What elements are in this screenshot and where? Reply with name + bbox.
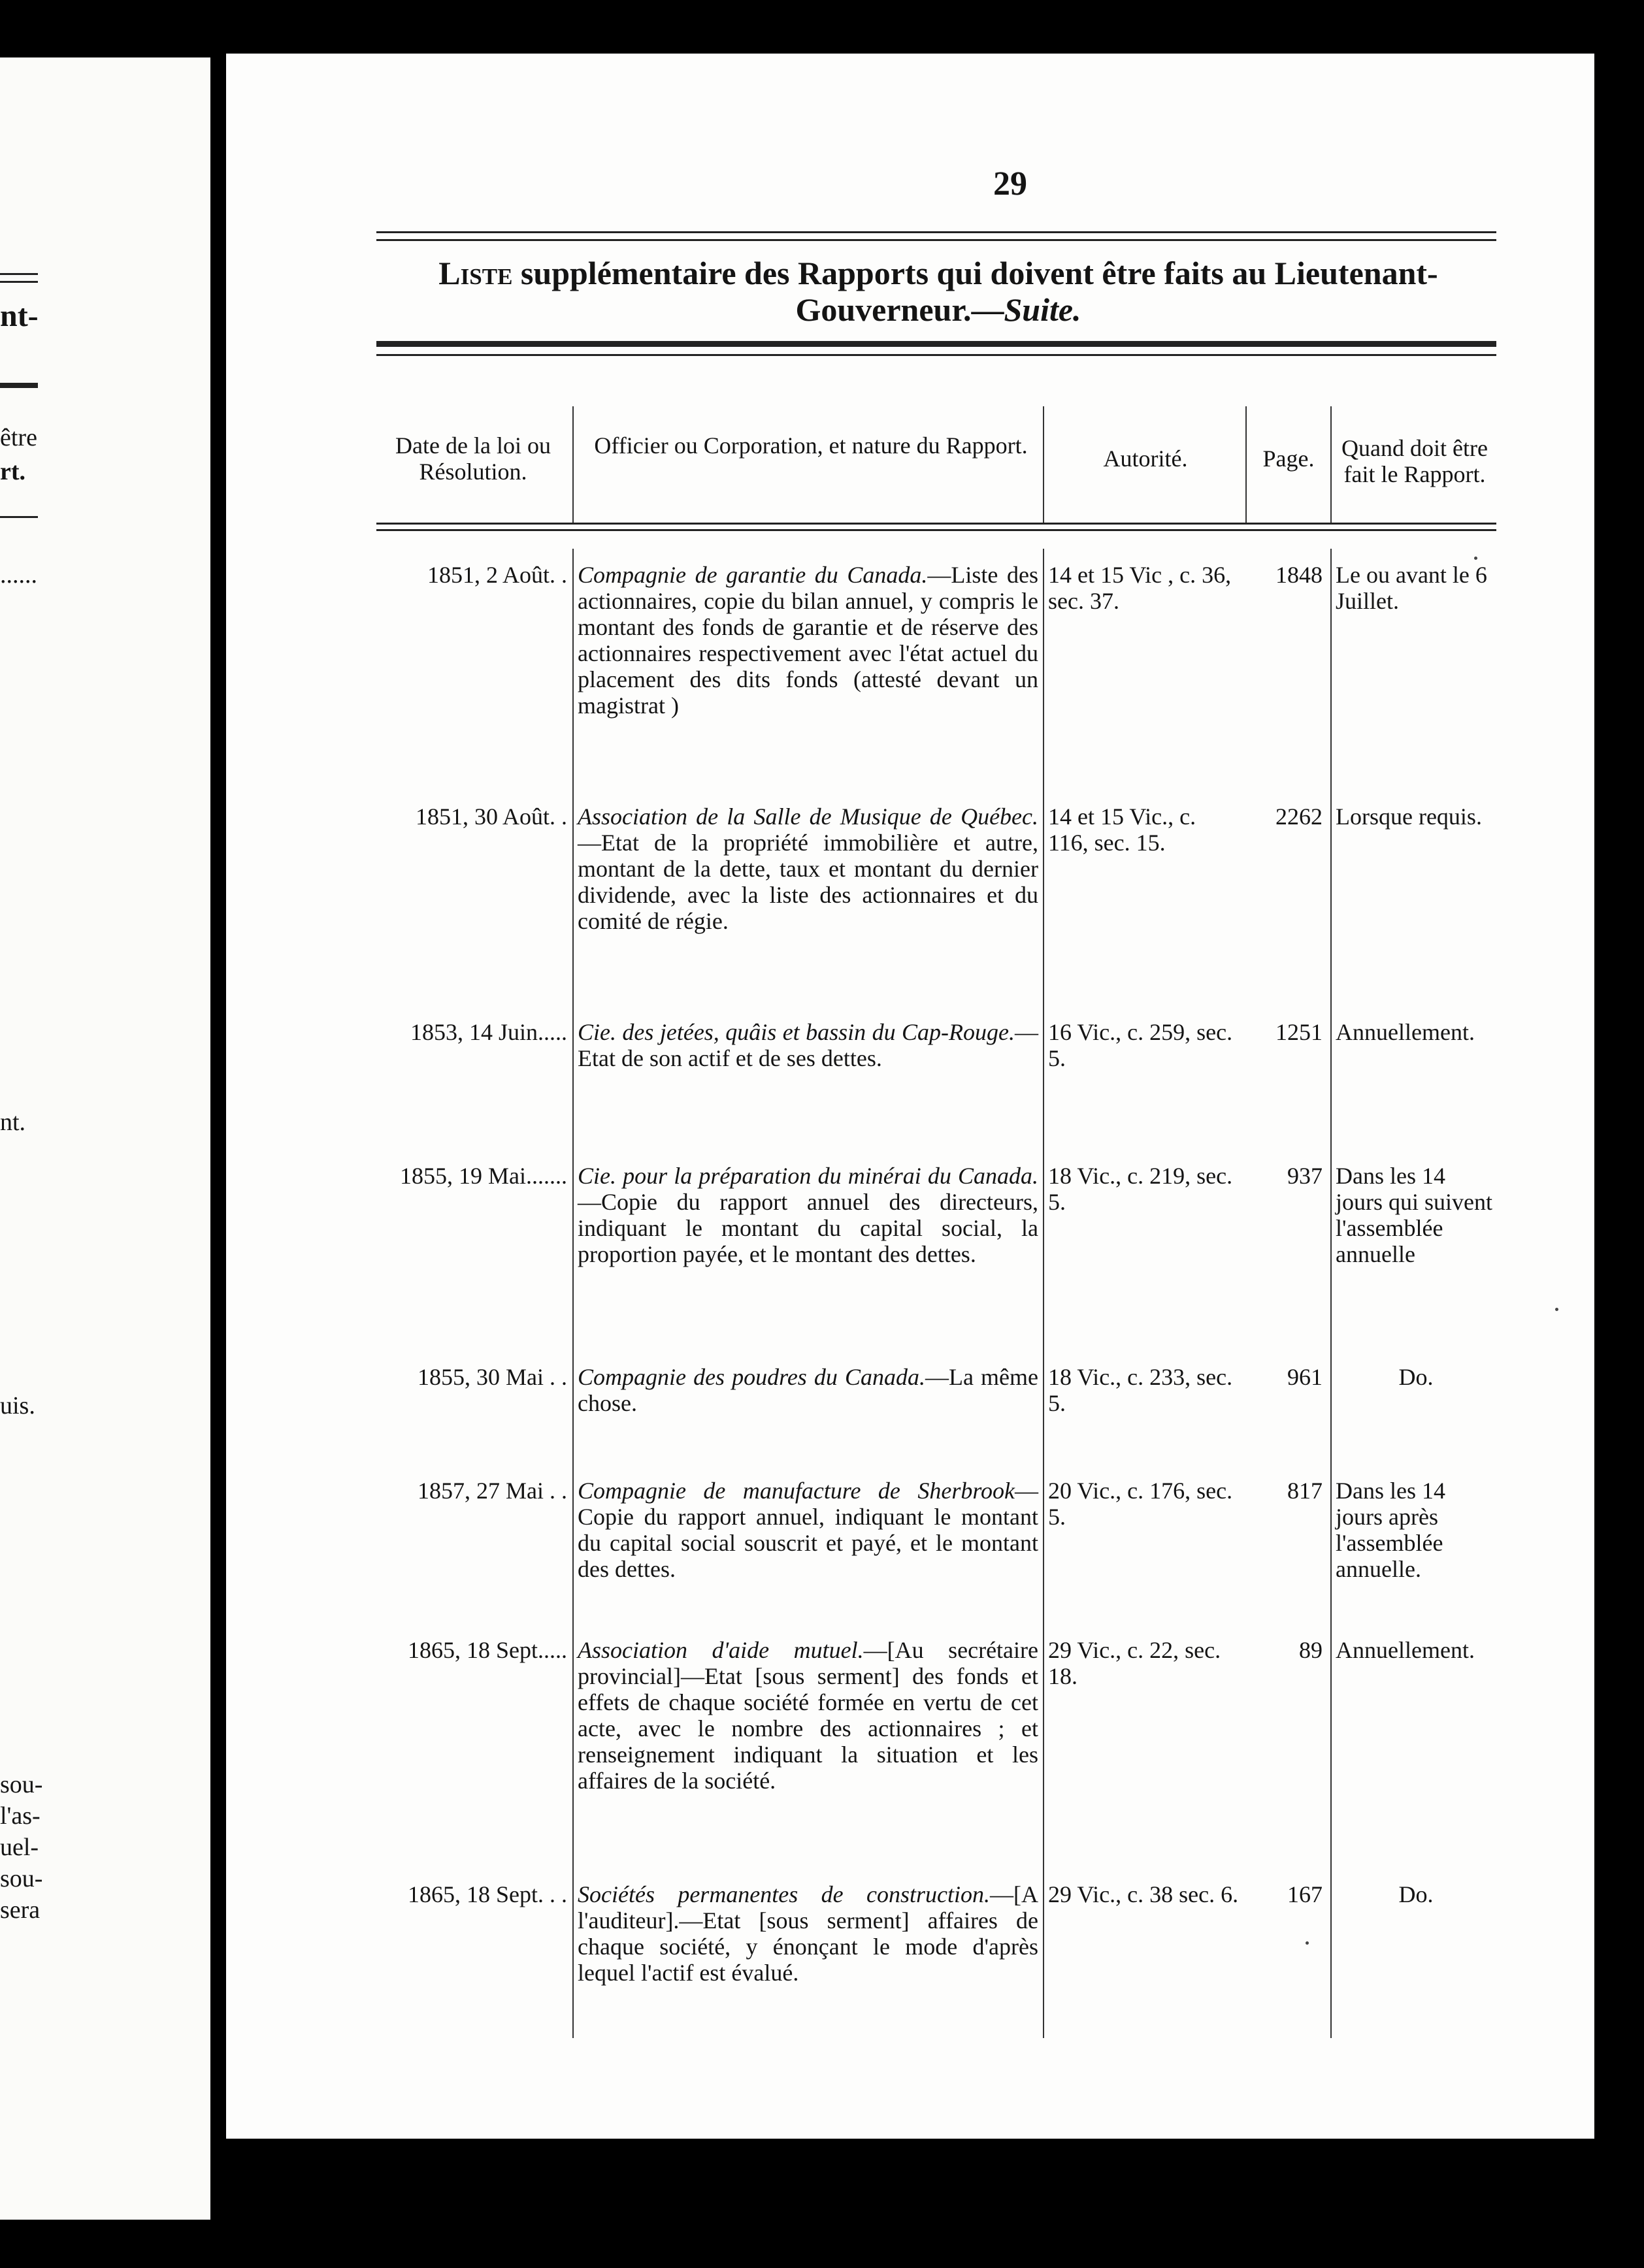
document-page <box>226 54 1594 2139</box>
title-line-1 <box>376 255 1500 291</box>
row-officer <box>578 1881 1038 1986</box>
row-details: —Etat de la propriété immobilière et autre, montant de la dette, taux et montant du dernier dividende, avec la liste des actionnaires et du comité de régie. <box>578 830 1038 934</box>
column-divider <box>1043 549 1044 2038</box>
print-speck <box>1555 1308 1558 1311</box>
row-date: 1865, 18 Sept. . . <box>407 1881 567 1907</box>
row-date: 1853, 14 Juin..... <box>410 1019 567 1045</box>
print-speck <box>1474 557 1477 560</box>
row-officer <box>578 803 1038 934</box>
prev-rule <box>0 273 38 275</box>
reports-table <box>376 380 1496 2046</box>
row-officer <box>578 1364 1038 1416</box>
prev-fragment: uel- <box>0 1834 39 1861</box>
row-date: 1851, 2 Août. . <box>427 562 567 588</box>
row-corporation: Compagnie des poudres du Canada. <box>578 1364 925 1390</box>
row-when: Le ou avant le 6 Juillet. <box>1336 562 1487 614</box>
prev-fragment: ...... <box>0 561 37 589</box>
column-header-when: Quand doit être fait le Rapport. <box>1341 435 1488 487</box>
title-suite: Suite. <box>1004 291 1081 328</box>
previous-page-edge <box>0 57 210 2220</box>
column-header-page: Page. <box>1262 446 1315 472</box>
row-details: —Etat de son actif et de ses dettes. <box>578 1019 1038 1071</box>
row-details: —Copie du rapport annuel des directeurs, indiquant le montant du capital social, la proportion payée, et le montant des dettes. <box>578 1189 1038 1267</box>
row-page: 961 <box>1287 1364 1323 1390</box>
row-details: —Copie du rapport annuel, indiquant le montant du capital social souscrit et payé, et le montant des dettes. <box>578 1478 1038 1582</box>
title-top-rule <box>376 231 1496 233</box>
row-page: 2262 <box>1275 803 1323 830</box>
prev-fragment: l'as- <box>0 1802 41 1830</box>
column-header-rule <box>376 523 1496 525</box>
row-authority: 16 Vic., c. 259, sec. 5. <box>1048 1019 1233 1071</box>
column-divider <box>1330 549 1332 2038</box>
row-when: Dans les 14 jours qui suivent l'assemblée annuelle <box>1336 1163 1492 1267</box>
row-authority: 29 Vic., c. 22, sec. 18. <box>1048 1637 1221 1689</box>
row-when: Do. <box>1398 1881 1434 1907</box>
row-officer <box>578 562 1038 719</box>
row-date: 1855, 19 Mai....... <box>400 1163 567 1189</box>
row-corporation: Association de la Salle de Musique de Québec. <box>578 803 1038 830</box>
prev-rule <box>0 516 38 518</box>
column-header-date: Date de la loi ou Résolution. <box>395 432 551 485</box>
row-authority: 14 et 15 Vic , c. 36, sec. 37. <box>1048 562 1232 614</box>
row-date: 1851, 30 Août. . <box>415 803 567 830</box>
prev-fragment: sera <box>0 1896 41 1924</box>
prev-fragment: nt. <box>0 1109 26 1136</box>
page-number: 29 <box>993 165 1027 202</box>
prev-fragment: sou- <box>0 1771 43 1798</box>
row-authority: 29 Vic., c. 38 sec. 6. <box>1048 1881 1239 1907</box>
row-when: Annuellement. <box>1336 1019 1475 1045</box>
column-divider <box>572 406 574 524</box>
row-page: 937 <box>1287 1163 1323 1189</box>
prev-rule <box>0 281 38 283</box>
title-lead: Liste <box>438 255 513 291</box>
row-officer <box>578 1019 1038 1071</box>
title-main: supplémentaire des Rapports qui doivent être faits au Lieutenant- <box>512 255 1438 291</box>
row-page: 1251 <box>1275 1019 1323 1045</box>
row-authority: 20 Vic., c. 176, sec. 5. <box>1048 1478 1233 1530</box>
row-page: 167 <box>1287 1881 1323 1907</box>
row-officer <box>578 1478 1038 1582</box>
prev-fragment: sou- <box>0 1865 43 1892</box>
page-title <box>376 255 1500 328</box>
header-thin-rule <box>376 354 1496 356</box>
row-details: —La même chose. <box>578 1364 1038 1416</box>
prev-fragment: rt. <box>0 458 26 485</box>
header-thick-rule <box>376 341 1496 347</box>
prev-fragment: être <box>0 424 37 451</box>
row-corporation: Association d'aide mutuel. <box>578 1637 864 1663</box>
row-details: —Liste des actionnaires, copie du bilan annuel, y compris le montant des fonds de garantie et de réserve des actionnaires respectivement avec l'état actuel du placement des dits fonds (attesté devant un magistrat ) <box>578 562 1038 719</box>
prev-rule <box>0 383 38 388</box>
row-corporation: Cie. pour la préparation du minérai du Canada. <box>578 1163 1038 1189</box>
column-divider <box>1330 406 1332 524</box>
row-page: 817 <box>1287 1478 1323 1504</box>
row-when: Annuellement. <box>1336 1637 1475 1663</box>
row-date: 1865, 18 Sept..... <box>407 1637 567 1663</box>
title-line-2 <box>376 291 1500 328</box>
row-corporation: Compagnie de garantie du Canada. <box>578 562 928 588</box>
row-details: —[Au secrétaire provincial]—Etat [sous serment] des fonds et effets de chaque société formée en vertu de cet acte, avec le nombre des actionnaires ; et renseignement indiquant la situation et les affaires de la société. <box>578 1637 1038 1794</box>
row-authority: 18 Vic., c. 219, sec. 5. <box>1048 1163 1233 1215</box>
prev-fragment: nt- <box>0 299 39 333</box>
title-line2: Gouverneur.— <box>795 291 1004 328</box>
row-when: Dans les 14 jours après l'assemblée annuelle. <box>1336 1478 1445 1582</box>
row-corporation: Sociétés permanentes de construction. <box>578 1881 990 1907</box>
column-header-rule <box>376 529 1496 531</box>
column-header-authority: Autorité. <box>1103 446 1188 472</box>
row-officer <box>578 1163 1038 1267</box>
column-header-officer: Officier ou Corporation, et nature du Rapport. <box>594 432 1028 459</box>
row-page: 1848 <box>1275 562 1323 588</box>
row-when: Lorsque requis. <box>1336 803 1482 830</box>
row-when: Do. <box>1398 1364 1434 1390</box>
row-details: —[A l'auditeur].—Etat [sous serment] affaires de chaque société, y énonçant le mode d'après lequel l'actif est évalué. <box>578 1881 1038 1986</box>
prev-fragment: uis. <box>0 1392 35 1419</box>
row-officer <box>578 1637 1038 1794</box>
row-date: 1857, 27 Mai . . <box>418 1478 567 1504</box>
row-corporation: Cie. des jetées, quâis et bassin du Cap-Rouge. <box>578 1019 1015 1045</box>
row-authority: 14 et 15 Vic., c. 116, sec. 15. <box>1048 803 1196 856</box>
column-divider <box>572 549 574 2038</box>
row-authority: 18 Vic., c. 233, sec. 5. <box>1048 1364 1233 1416</box>
row-corporation: Compagnie de manufacture de Sherbrook <box>578 1478 1015 1504</box>
row-page: 89 <box>1299 1637 1323 1663</box>
row-date: 1855, 30 Mai . . <box>418 1364 567 1390</box>
print-speck <box>1306 1941 1309 1945</box>
column-divider <box>1043 406 1044 524</box>
title-top-rule <box>376 239 1496 241</box>
